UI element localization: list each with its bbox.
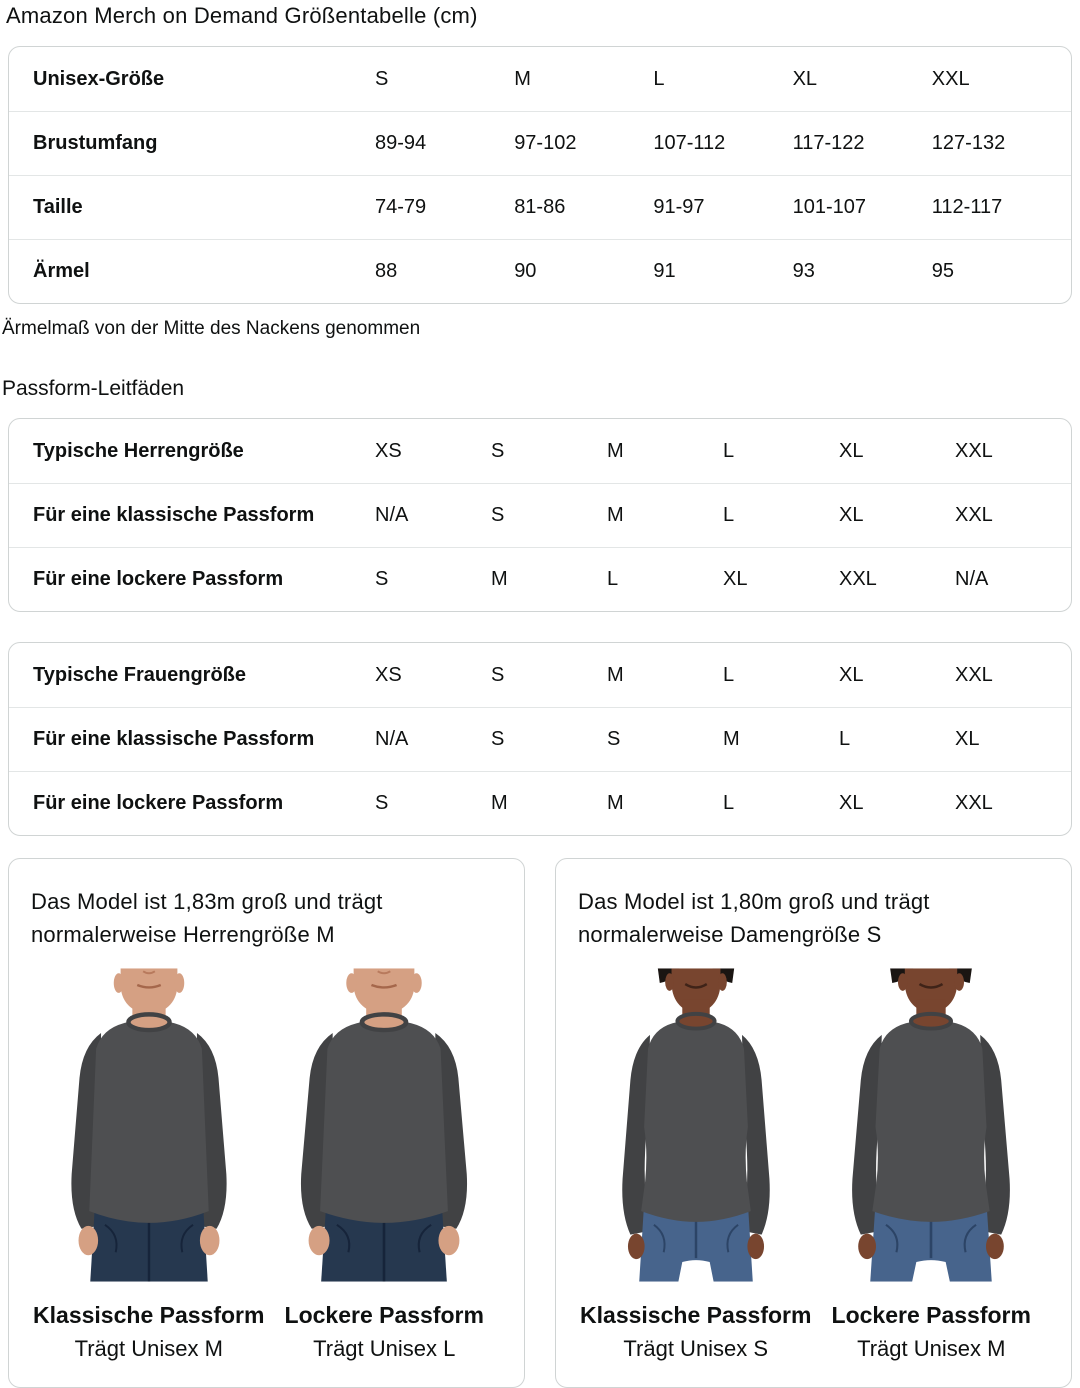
worn-size-label: Trägt Unisex L xyxy=(313,1336,456,1361)
fit-label: Lockere Passform xyxy=(284,1302,484,1328)
row-label: Für eine klassische Passform xyxy=(33,728,315,750)
size-value-cell: 88 xyxy=(375,260,398,282)
size-value-cell: L xyxy=(723,439,735,462)
male-classic-fit-column xyxy=(31,966,267,1362)
fit-label: Klassische Passform xyxy=(580,1302,812,1328)
row-label: Für eine lockere Passform xyxy=(33,568,284,590)
table-row xyxy=(9,47,1071,111)
size-value-cell: 91 xyxy=(653,260,676,282)
size-value-cell: M xyxy=(723,728,740,750)
row-label: Typische Herrengröße xyxy=(33,439,244,462)
size-value-cell: XXL xyxy=(931,67,970,90)
table-row xyxy=(9,175,1071,239)
row-label: Für eine lockere Passform xyxy=(33,792,284,814)
worn-size-label: Trägt Unisex S xyxy=(623,1336,769,1361)
size-value-cell: M xyxy=(607,792,624,814)
size-value-cell: L xyxy=(723,663,735,686)
sleeve-measure-note: Ärmelmaß von der Mitte des Nackens genommen xyxy=(2,318,421,339)
size-value-cell: 101-107 xyxy=(792,196,866,218)
size-value-cell: 112-117 xyxy=(931,196,1003,218)
female-classic-fit-column xyxy=(578,966,814,1362)
table-row xyxy=(9,643,1071,707)
size-value-cell: S xyxy=(375,568,389,590)
size-value-cell: S xyxy=(491,728,505,750)
male-model-classic-fit-photo xyxy=(56,966,242,1284)
size-value-cell: N/A xyxy=(375,504,409,526)
size-value-cell: M xyxy=(514,67,531,90)
fit-label: Klassische Passform xyxy=(33,1302,265,1328)
female-model-classic-fit-photo xyxy=(603,966,789,1284)
size-value-cell: XL xyxy=(839,504,864,526)
size-value-cell: 95 xyxy=(931,260,955,282)
size-value-cell: M xyxy=(607,504,624,526)
table-row xyxy=(9,111,1071,175)
female-figures-row xyxy=(578,966,1049,1362)
table-row xyxy=(9,771,1071,835)
womens-fit-table xyxy=(8,642,1072,836)
size-value-cell: XL xyxy=(839,663,864,686)
size-value-cell: S xyxy=(491,439,505,462)
size-value-cell: L xyxy=(723,504,735,526)
size-value-cell: XS xyxy=(375,663,402,686)
size-value-cell: XL xyxy=(839,792,864,814)
male-loose-fit-column xyxy=(267,966,503,1362)
size-value-cell: XL xyxy=(792,67,818,90)
female-loose-fit-column xyxy=(814,966,1050,1362)
size-value-cell: XXL xyxy=(955,663,993,686)
size-value-cell: 89-94 xyxy=(375,132,427,154)
row-label: Für eine klassische Passform xyxy=(33,504,315,526)
size-value-cell: S xyxy=(491,663,505,686)
size-value-cell: L xyxy=(839,728,851,750)
size-value-cell: N/A xyxy=(375,728,409,750)
table-row xyxy=(9,483,1071,547)
size-value-cell: XL xyxy=(839,439,864,462)
worn-size-label: Trägt Unisex M xyxy=(857,1336,1006,1361)
size-value-cell: N/A xyxy=(955,568,989,590)
table-row xyxy=(9,547,1071,611)
size-value-cell: 127-132 xyxy=(931,132,1006,154)
size-value-cell: S xyxy=(375,792,389,814)
size-value-cell: 81-86 xyxy=(514,196,566,218)
mens-fit-table xyxy=(8,418,1072,612)
size-value-cell: 91-97 xyxy=(653,196,705,218)
male-figures-row xyxy=(31,966,502,1362)
male-model-loose-fit-photo xyxy=(285,966,484,1284)
page-title: Amazon Merch on Demand Größentabelle (cm) xyxy=(6,3,478,28)
male-model-card xyxy=(8,858,525,1388)
size-value-cell: 107-112 xyxy=(653,132,726,154)
size-value-cell: M xyxy=(491,792,508,814)
row-label: Ärmel xyxy=(33,260,90,282)
size-value-cell: 93 xyxy=(792,260,815,282)
size-value-cell: XL xyxy=(723,568,748,590)
size-value-cell: XXL xyxy=(955,439,993,462)
size-value-cell: S xyxy=(607,728,621,750)
size-value-cell: XL xyxy=(955,728,980,750)
female-model-card xyxy=(555,858,1072,1388)
size-value-cell: 117-122 xyxy=(792,132,865,154)
model-cards-row xyxy=(8,858,1072,1388)
size-value-cell: L xyxy=(723,792,735,814)
size-value-cell: L xyxy=(653,67,665,90)
size-value-cell: XXL xyxy=(955,504,993,526)
female-model-loose-fit-photo xyxy=(832,966,1031,1284)
table-row xyxy=(9,419,1071,483)
size-value-cell: XS xyxy=(375,439,402,462)
row-label: Taille xyxy=(33,196,83,218)
size-value-cell: 74-79 xyxy=(375,196,427,218)
fit-guides-heading: Passform-Leitfäden xyxy=(2,377,185,400)
size-value-cell: M xyxy=(607,663,624,686)
size-value-cell: 90 xyxy=(514,260,537,282)
size-value-cell: M xyxy=(607,439,624,462)
size-value-cell: L xyxy=(607,568,619,590)
fit-label: Lockere Passform xyxy=(831,1302,1031,1328)
row-label: Typische Frauengröße xyxy=(33,663,247,686)
table-row xyxy=(9,239,1071,303)
female-model-description: Das Model ist 1,80m groß und trägt normalerweise Damengröße S xyxy=(578,889,930,947)
unisex-size-table xyxy=(8,46,1072,304)
table-row xyxy=(9,707,1071,771)
row-label: Unisex-Größe xyxy=(33,67,165,90)
row-label: Brustumfang xyxy=(33,132,158,154)
size-value-cell: XXL xyxy=(839,568,877,590)
size-value-cell: S xyxy=(375,67,389,90)
size-value-cell: XXL xyxy=(955,792,993,814)
male-model-description: Das Model ist 1,83m groß und trägt normalerweise Herrengröße M xyxy=(31,889,383,947)
worn-size-label: Trägt Unisex M xyxy=(74,1336,223,1361)
size-value-cell: M xyxy=(491,568,508,590)
size-value-cell: 97-102 xyxy=(514,132,577,154)
size-value-cell: S xyxy=(491,504,505,526)
